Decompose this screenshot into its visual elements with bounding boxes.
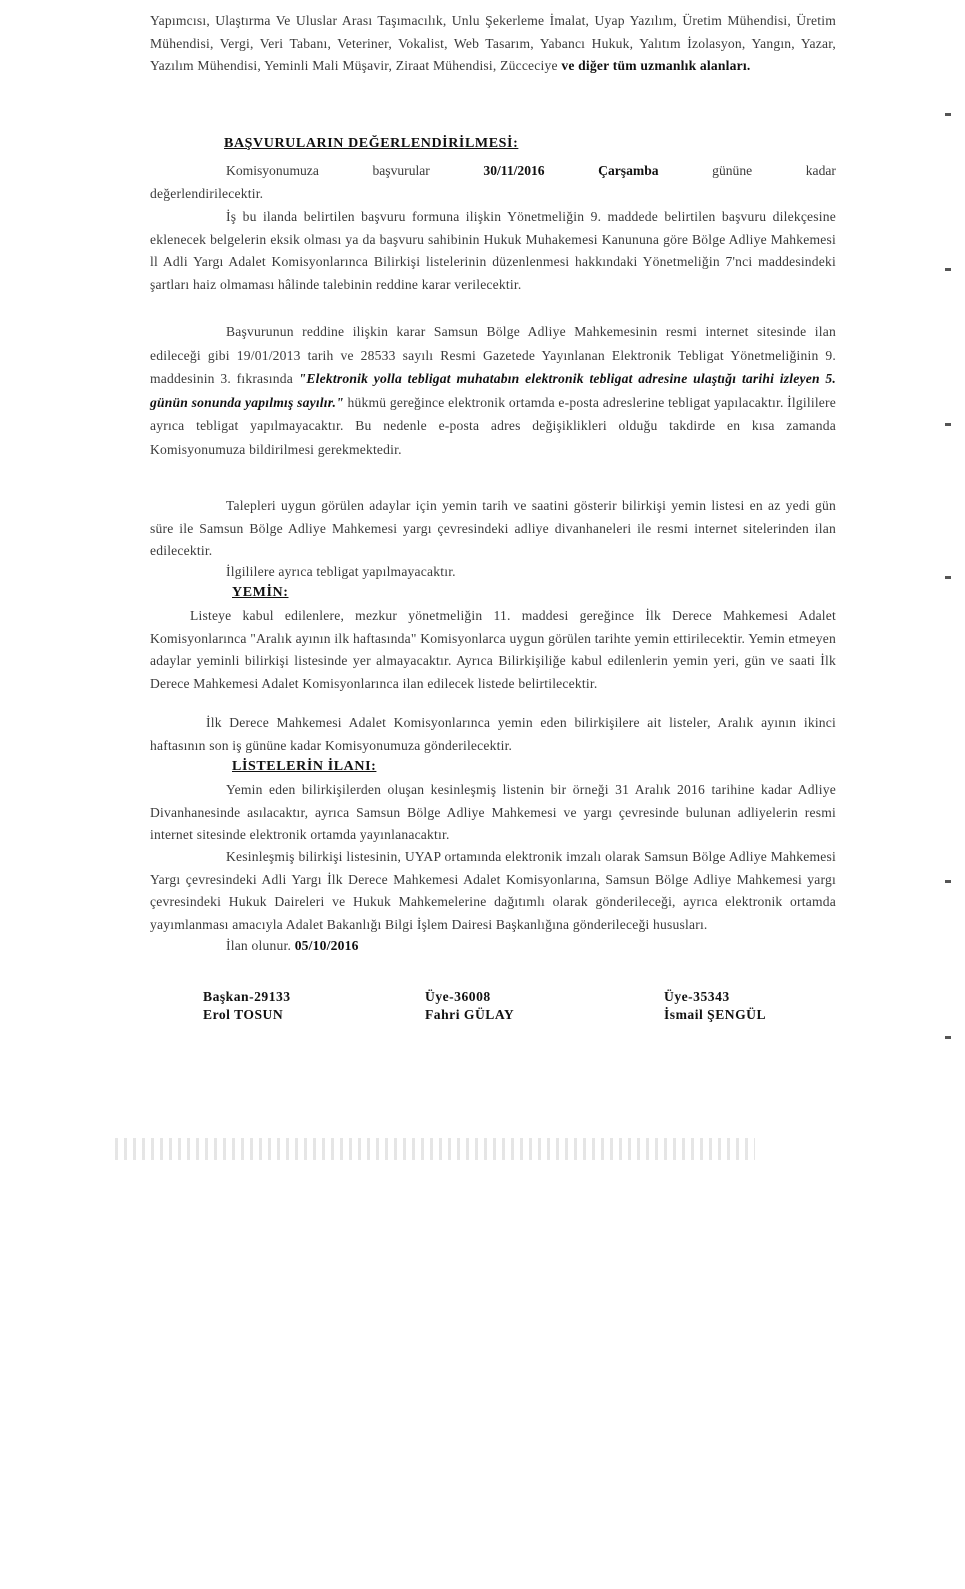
- oath-paragraph-1: Listeye kabul edilenlere, mezkur yönetmeliğin 11. maddesi gereğince İlk Derece Mahkemesi Adalet Komisyonlarınca "Aralık ayının ilk haftasında" Komisyonlarca uygun görülen tarihte yemin ettirilecektir. Yemin etmeyen adaylar yeminli bilirkişi listesinde yer almayacaktır. Ayrıca Bilirkişiliğe kabul edilenlerin yemin yeri, gün ve saati İlk Derece Mahkemesi Adalet Komisyonlarınca ilan edilecek listede belirtilecektir.: [150, 608, 836, 691]
- scan-margin-mark: [945, 576, 951, 579]
- intro-text: Yapımcısı, Ulaştırma Ve Uluslar Arası Taşımacılık, Unlu Şekerleme İmalat, Uyap Yazılım, Üretim Mühendisi, Üretim Mühendisi, Vergi, Veri Tabanı, Veteriner, Vokalist, Web Tasarım, Yabancı Hukuk, Yalıtım İzolasyon, Yangın, Yazar, Yazılım Mühendisi, Yeminli Mali Müşavir, Ziraat Mühendisi, Zücceciye: [150, 13, 836, 74]
- oath-paragraph-2: İlk Derece Mahkemesi Adalet Komisyonlarınca yemin eden bilirkişilere ait listeler, Aralık ayının ikinci haftasının son iş gününe kadar Komisyonumuza gönderilecektir.: [150, 715, 836, 753]
- listing-paragraph-1: Yemin eden bilirkişilerden oluşan kesinleşmiş listenin bir örneği 31 Aralık 2016 tarihine kadar Adliye Divanhanesinde asılacaktır, ayrıca Samsun Bölge Adliye Mahkemesi ve yargı çevresinde bulunan adliyelerin resmi internet sitesinde elektronik ortamda yayınlanacaktır.: [150, 782, 836, 843]
- announcement-line: [150, 935, 836, 958]
- scan-margin-mark: [945, 113, 951, 116]
- signature-name: Fahri GÜLAY: [425, 1007, 515, 1022]
- evaluation-paragraph-3: [150, 320, 836, 461]
- scan-margin-mark: [945, 1036, 951, 1039]
- evaluation-line-end: değerlendirilecektir.: [150, 186, 264, 201]
- intro-bold-end: ve diğer tüm uzmanlık alanları.: [561, 58, 751, 74]
- announcement-label: İlan olunur.: [226, 938, 292, 953]
- evaluation-paragraph-2: İş bu ilanda belirtilen başvuru formuna ilişkin Yönetmeliğin 9. maddede belirtilen başvuru dilekçesine eklenecek belgelerin eksik olması ya da başvuru sahibinin Hukuk Muhakemesi Kanununa göre Bölge Adliye Mahkemesi ll Adli Yargı Adalet Komisyonlarınca Bilirkişi listelerinin düzenlenmesi hakkındaki Yönetmeliğin 7'nci maddesindeki şartları haiz olmaması hâlinde talebinin reddine karar verilecektir.: [150, 209, 836, 292]
- paragraph-3-quote: "Elektronik yolla tebligat muhatabın elektronik tebligat adresine ulaştığı tarihi izleyen 5. günün sonunda yapılmış sayılır.": [150, 371, 836, 410]
- evaluation-word-c: gününe: [712, 163, 753, 178]
- signature-title: Üye-36008: [425, 989, 491, 1004]
- scan-margin-mark: [945, 423, 951, 426]
- oath-heading: YEMİN:: [232, 585, 289, 600]
- evaluation-word-a: Komisyonumuza: [226, 163, 319, 178]
- paragraph-3-text-b: hükmü gereğince elektronik ortamda e-posta adreslerine tebligat yapılacaktır. İlgililere ayrıca tebligat yapılmayacaktır. Bu nedenle e-posta adres değişiklikleri olduğu takdirde en kısa zamanda Komisyonumuza bildirilmesi gerekmektedir.: [150, 394, 836, 457]
- evaluation-deadline-day: Çarşamba: [598, 163, 659, 178]
- evaluation-word-b: başvurular: [372, 163, 430, 178]
- intro-paragraph: [150, 10, 836, 78]
- signature-title: Üye-35343: [664, 989, 730, 1004]
- signature-name: Erol TOSUN: [203, 1007, 284, 1022]
- scan-margin-mark: [945, 268, 951, 271]
- signature-name: İsmail ŞENGÜL: [664, 1007, 767, 1022]
- announcement-date: 05/10/2016: [294, 938, 359, 953]
- paragraph-3-text-a: Başvurunun reddine ilişkin karar Samsun Bölge Adliye Mahkemesinin resmi internet sitesinde ilan edileceği gibi 19/01/2013 tarih ve 28533 sayılı Resmi Gazetede Yayınlanan Elektronik Tebligat Yönetmeliğinin 9. maddesinin 3. fıkrasında: [150, 324, 836, 386]
- signature-block-member-1: [425, 988, 514, 1024]
- evaluation-paragraph-5: İlgililere ayrıca tebligat yapılmayacaktır.: [226, 564, 456, 579]
- signature-block-member-2: [664, 988, 766, 1024]
- scan-margin-mark: [945, 880, 951, 883]
- scan-artifact-streak: [115, 1138, 755, 1160]
- signature-block-chair: [203, 988, 291, 1024]
- evaluation-line-1: [150, 160, 836, 183]
- evaluation-word-d: kadar: [805, 163, 836, 178]
- signature-title: Başkan-29133: [203, 989, 291, 1004]
- evaluation-paragraph-4: Talepleri uygun görülen adaylar için yemin tarih ve saatini gösterir bilirkişi yemin listesi en az yedi gün süre ile Samsun Bölge Adliye Mahkemesi yargı çevresindeki adliye divanhaneleri ile resmi internet sitelerinden ilan edilecektir.: [150, 498, 836, 559]
- evaluation-deadline-date: 30/11/2016: [483, 163, 545, 178]
- evaluation-heading: BAŞVURULARIN DEĞERLENDİRİLMESİ:: [224, 136, 519, 151]
- listing-heading: LİSTELERİN İLANI:: [232, 759, 377, 774]
- listing-paragraph-2: Kesinleşmiş bilirkişi listesinin, UYAP ortamında elektronik imzalı olarak Samsun Bölge Adliye Mahkemesi Yargı çevresindeki Adli Yargı İlk Derece Mahkemesi Adalet Komisyonlarına, Samsun Bölge Adliye Mahkemesi yargı çevresindeki Hukuk Daireleri ve Hukuk Mahkemelerine dağıtımlı olarak gönderileceği, ayrıca elektronik ortamda yayımlanması amacıyla Adalet Bakanlığı Bilgi İşlem Dairesi Başkanlığına gönderileceği hususları.: [150, 849, 836, 932]
